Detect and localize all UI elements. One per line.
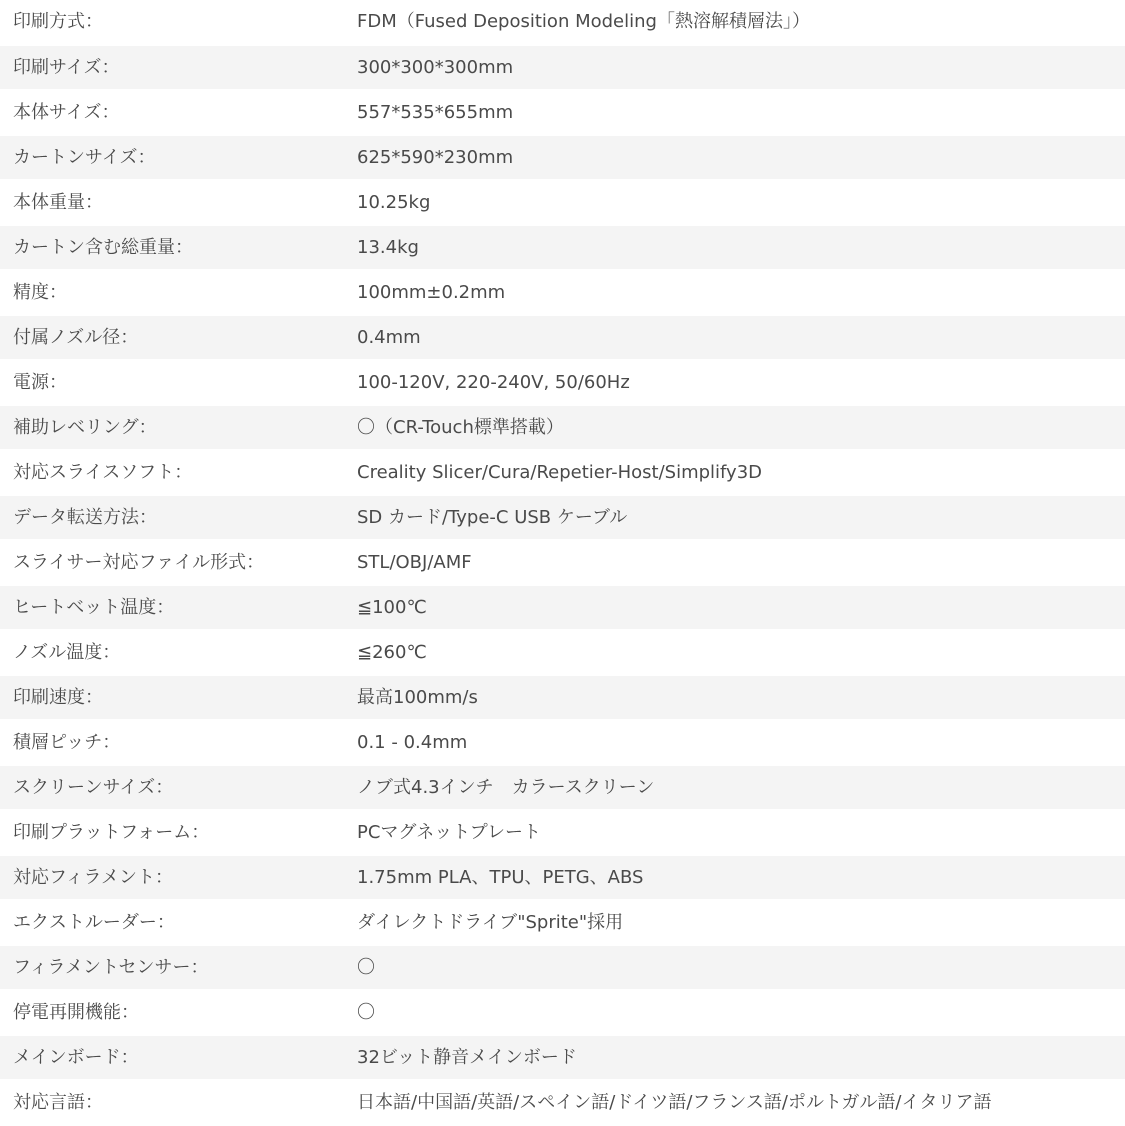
spec-value: 625*590*230mm (357, 135, 1125, 180)
table-row (0, 180, 1125, 225)
spec-label: 電源： (0, 360, 357, 405)
spec-label: 停電再開機能： (0, 990, 357, 1035)
spec-label: メインボード： (0, 1035, 357, 1080)
table-row (0, 225, 1125, 270)
table-row (0, 135, 1125, 180)
table-row (0, 45, 1125, 90)
spec-value: 日本語/中国語/英語/スペイン語/ドイツ語/フランス語/ポルトガル語/イタリア語 (357, 1080, 1125, 1125)
spec-label: 印刷速度： (0, 675, 357, 720)
spec-value: STL/OBJ/AMF (357, 540, 1125, 585)
table-row (0, 360, 1125, 405)
spec-value: 〇 (357, 945, 1125, 990)
table-row (0, 765, 1125, 810)
spec-value: Creality Slicer/Cura/Repetier-Host/Simplify3D (357, 450, 1125, 495)
spec-value: 〇 (357, 990, 1125, 1035)
table-row (0, 720, 1125, 765)
spec-label: カートンサイズ： (0, 135, 357, 180)
table-row (0, 270, 1125, 315)
spec-value: 最高100mm/s (357, 675, 1125, 720)
spec-label: カートン含む総重量： (0, 225, 357, 270)
table-row (0, 315, 1125, 360)
spec-value: ノブ式4.3インチ カラースクリーン (357, 765, 1125, 810)
spec-label: ノズル温度： (0, 630, 357, 675)
spec-label: 印刷サイズ： (0, 45, 357, 90)
spec-label: 対応スライスソフト： (0, 450, 357, 495)
spec-value: SD カード/Type-C USB ケーブル (357, 495, 1125, 540)
table-row (0, 855, 1125, 900)
table-row (0, 495, 1125, 540)
table-row (0, 1035, 1125, 1080)
spec-label: 精度： (0, 270, 357, 315)
table-row (0, 450, 1125, 495)
table-row (0, 945, 1125, 990)
spec-value: 10.25kg (357, 180, 1125, 225)
table-row (0, 585, 1125, 630)
spec-label: エクストルーダー： (0, 900, 357, 945)
spec-value: 0.4mm (357, 315, 1125, 360)
table-row (0, 540, 1125, 585)
spec-value: 1.75mm PLA、TPU、PETG、ABS (357, 855, 1125, 900)
spec-value: ≦100℃ (357, 585, 1125, 630)
spec-label: 対応言語： (0, 1080, 357, 1125)
spec-label: フィラメントセンサー： (0, 945, 357, 990)
spec-label: ヒートベット温度： (0, 585, 357, 630)
spec-label: スライサー対応ファイル形式： (0, 540, 357, 585)
spec-label: 補助レベリング： (0, 405, 357, 450)
spec-value: 13.4kg (357, 225, 1125, 270)
spec-value: 32ビット静音メインボード (357, 1035, 1125, 1080)
table-row (0, 810, 1125, 855)
spec-value: 100-120V, 220-240V, 50/60Hz (357, 360, 1125, 405)
spec-value: ダイレクトドライブ"Sprite"採用 (357, 900, 1125, 945)
spec-label: 印刷方式： (0, 0, 357, 45)
spec-label: 本体重量： (0, 180, 357, 225)
spec-label: スクリーンサイズ： (0, 765, 357, 810)
spec-value: ≦260℃ (357, 630, 1125, 675)
table-row (0, 675, 1125, 720)
spec-value: FDM（Fused Deposition Modeling「熱溶解積層法」） (357, 0, 1125, 45)
spec-label: 対応フィラメント： (0, 855, 357, 900)
spec-value: PCマグネットプレート (357, 810, 1125, 855)
table-row (0, 630, 1125, 675)
spec-label: 付属ノズル径： (0, 315, 357, 360)
table-row (0, 1080, 1125, 1125)
spec-value: 557*535*655mm (357, 90, 1125, 135)
spec-value: 300*300*300mm (357, 45, 1125, 90)
spec-label: データ転送方法： (0, 495, 357, 540)
table-row (0, 405, 1125, 450)
spec-value: 0.1 - 0.4mm (357, 720, 1125, 765)
table-row (0, 90, 1125, 135)
table-row (0, 0, 1125, 45)
spec-value: 〇（CR-Touch標準搭載） (357, 405, 1125, 450)
spec-label: 積層ピッチ： (0, 720, 357, 765)
table-row (0, 990, 1125, 1035)
table-row (0, 900, 1125, 945)
spec-label: 本体サイズ： (0, 90, 357, 135)
spec-label: 印刷プラットフォーム： (0, 810, 357, 855)
spec-value: 100mm±0.2mm (357, 270, 1125, 315)
